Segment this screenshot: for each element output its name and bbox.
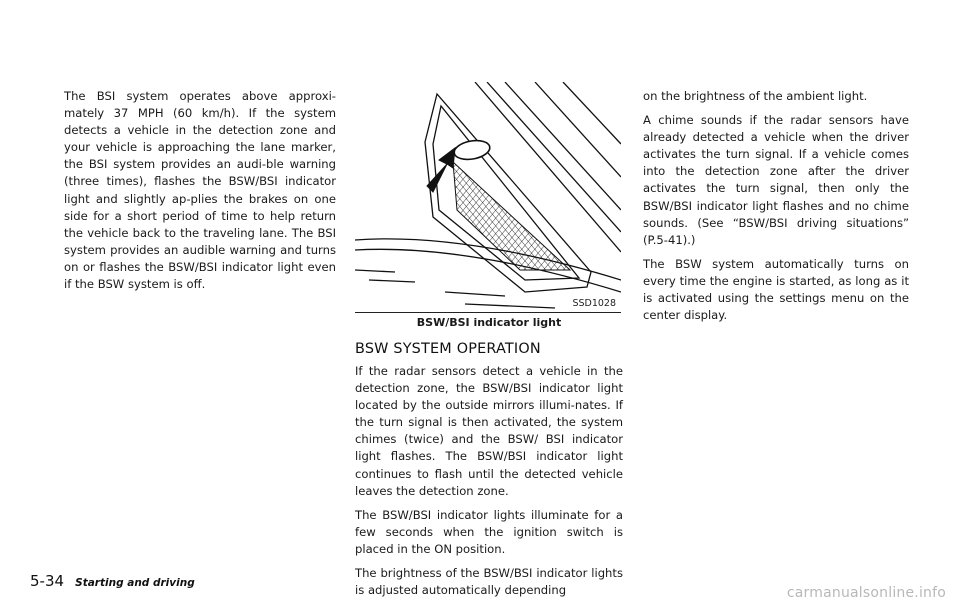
paragraph-bsi-operation: The BSI system operates above approxi-mately 37 MPH (60 km/h). If the system detects a vehicle in the detection zone and your vehicle is approaching the lane marker, the BSI system provides an audi-ble warning (three times), flashes the BSW/BSI indicator light and slightly ap-plies the brakes on one side for a short period of time to help return the vehicle back to the traveling lane. The BSI system provides an audible warning and turns on or flashes the BSW/BSI indicator light even if the BSW system is off.: [64, 89, 336, 292]
paragraph-bsw-brightness: The brightness of the BSW/BSI indicator lights is adjusted automatically depending: [355, 566, 623, 598]
watermark: carmanualsonline.info: [786, 585, 946, 601]
figure-caption: BSW/BSI indicator light: [416, 316, 562, 329]
figure-bsw-indicator: [355, 82, 621, 313]
column-middle: [355, 82, 623, 606]
column-left: [64, 88, 336, 300]
section-heading: BSW SYSTEM OPERATION: [355, 341, 541, 357]
page-footer: [30, 571, 195, 590]
paragraph-auto-on: The BSW system automatically turns on every time the engine is started, as long as it is activated using the settings menu on the center display.: [643, 256, 909, 323]
paragraph-bsw-detect: If the radar sensors detect a vehicle in the detection zone, the BSW/BSI indicator light located by the outside mirrors illumi-nates. If the turn signal is then activated, the system chimes (twice) and the BSW/ BSI indicator light flashes. The BSW/BSI indicator light continues to flash until the detected vehicle leaves the detection zone.: [355, 364, 623, 498]
paragraph-ambient: on the brightness of the ambient light.: [643, 89, 868, 103]
column-right: [643, 88, 909, 331]
section-title: Starting and driving: [75, 577, 195, 589]
page-number: 5-34: [30, 572, 65, 590]
figure-code: SSD1028: [572, 298, 616, 309]
paragraph-chime: A chime sounds if the radar sensors have already detected a vehicle when the driver activates the turn signal. If a vehicle comes into the detection zone after the driver activates the turn signal, then only the BSW/BSI indicator light flashes and no chime sounds. (See “BSW/BSI driving situations” (P.5-41).): [643, 113, 909, 247]
mirror-illustration: [355, 82, 621, 312]
paragraph-bsw-ignition: The BSW/BSI indicator lights illuminate for a few seconds when the ignition switch is placed in the ON position.: [355, 507, 623, 556]
